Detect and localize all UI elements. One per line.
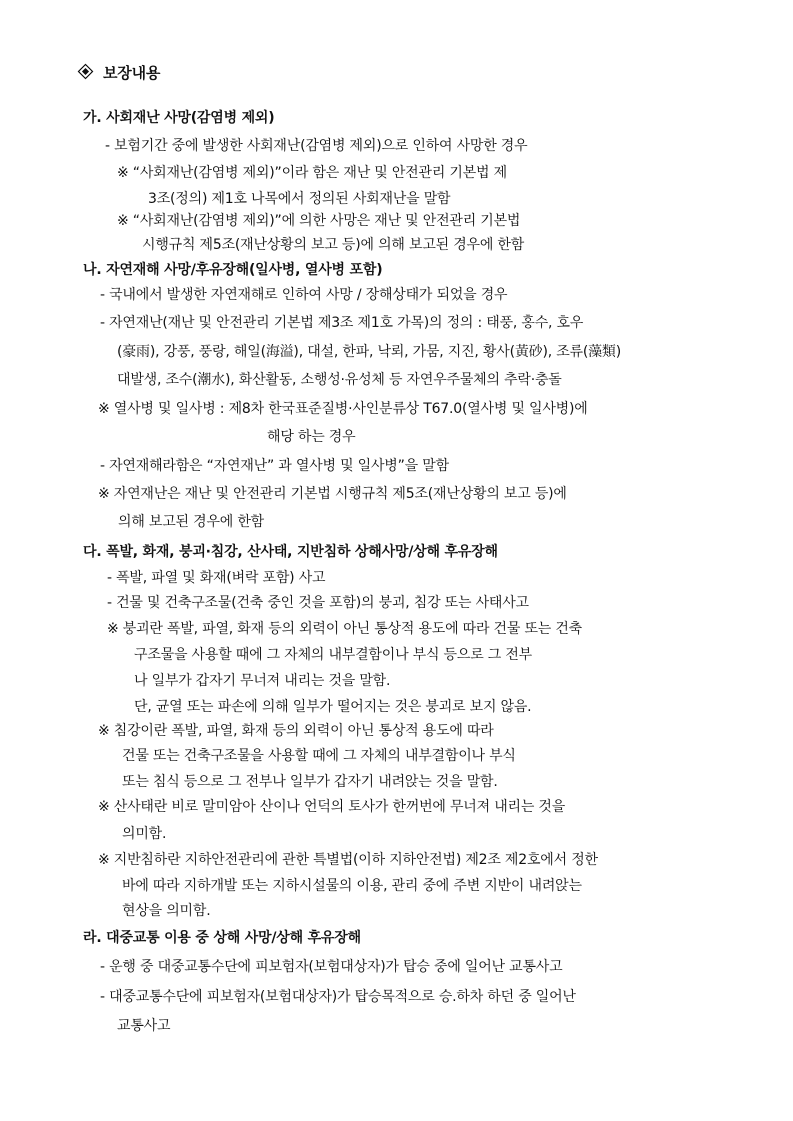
section-title-ga: 가. 사회재난 사망(감염병 제외) — [83, 110, 275, 126]
text-line: 교통사고 — [117, 1018, 171, 1034]
text-line: 바에 따라 지하개발 또는 지하시설물의 이용, 관리 중에 주변 지반이 내려앉는 — [122, 878, 582, 894]
text-line: 3조(정의) 제1호 나목에서 정의된 사회재난을 말함 — [148, 191, 451, 207]
heading-text: 보장내용 — [103, 64, 161, 82]
text-line: - 보험기간 중에 발생한 사회재난(감염병 제외)으로 인하여 사망한 경우 — [105, 138, 528, 154]
text-line: ※ 붕괴란 폭발, 파열, 화재 등의 외력이 아닌 통상적 용도에 따라 건물 또는 건축 — [107, 621, 583, 637]
text-line: ※ “사회재난(감염병 제외)”이라 함은 재난 및 안전관리 기본법 제 — [117, 165, 507, 181]
text-line: 나 일부가 갑자기 무너져 내리는 것을 말함. — [134, 673, 391, 689]
text-line: ※ 침강이란 폭발, 파열, 화재 등의 외력이 아닌 통상적 용도에 따라 — [98, 723, 494, 739]
text-line: 또는 침식 등으로 그 전부나 일부가 갑자기 내려앉는 것을 말함. — [122, 774, 498, 790]
text-line: ※ 자연재난은 재난 및 안전관리 기본법 시행규칙 제5조(재난상황의 보고 등)에 — [98, 486, 567, 502]
text-line: 시행규칙 제5조(재난상황의 보고 등)에 의해 보고된 경우에 한함 — [142, 237, 525, 253]
text-line: - 국내에서 발생한 자연재해로 인하여 사망 / 장해상태가 되었을 경우 — [100, 287, 508, 303]
diamond-bullet-icon — [78, 64, 94, 80]
text-line: 단, 균열 또는 파손에 의해 일부가 떨어지는 것은 붕괴로 보지 않음. — [134, 699, 532, 715]
section-title-ra: 라. 대중교통 이용 중 상해 사망/상해 후유장해 — [83, 930, 361, 946]
text-line: 건물 또는 건축구조물을 사용할 때에 그 자체의 내부결함이나 부식 — [122, 748, 516, 764]
section-title-da: 다. 폭발, 화재, 붕괴·침강, 산사태, 지반침하 상해사망/상해 후유장해 — [83, 544, 498, 560]
text-line: - 대중교통수단에 피보험자(보험대상자)가 탑승목적으로 승.하차 하던 중 일어난 — [100, 989, 576, 1005]
text-line: - 폭발, 파열 및 화재(벼락 포함) 사고 — [107, 570, 326, 586]
text-line: 의미함. — [122, 826, 167, 842]
text-line: - 운행 중 대중교통수단에 피보험자(보험대상자)가 탑승 중에 일어난 교통사고 — [100, 959, 563, 975]
section-title-na: 나. 자연재해 사망/후유장해(일사병, 열사병 포함) — [83, 262, 383, 278]
text-line: - 자연재해라함은 “자연재난” 과 열사병 및 일사병”을 말함 — [100, 458, 449, 474]
text-line: - 자연재난(재난 및 안전관리 기본법 제3조 제1호 가목)의 정의 : 태풍, 홍수, 호우 — [100, 315, 584, 331]
text-line: 현상을 의미함. — [122, 903, 211, 919]
text-line: - 건물 및 건축구조물(건축 중인 것을 포함)의 붕괴, 침강 또는 사태사고 — [107, 595, 529, 611]
text-line: (豪雨), 강풍, 풍랑, 해일(海溢), 대설, 한파, 낙뢰, 가뭄, 지진, 황사(黃砂), 조류(藻類) — [117, 344, 621, 360]
text-line: ※ 열사병 및 일사병 : 제8차 한국표준질병·사인분류상 T67.0(열사병 및 일사병)에 — [98, 401, 588, 417]
text-line: ※ 산사태란 비로 말미암아 산이나 언덕의 토사가 한꺼번에 무너져 내리는 것을 — [98, 799, 566, 815]
text-line: ※ 지반침하란 지하안전관리에 관한 특별법(이하 지하안전법) 제2조 제2호에서 정한 — [98, 852, 598, 868]
text-line: 의해 보고된 경우에 한함 — [118, 514, 264, 530]
text-line: 대발생, 조수(潮水), 화산활동, 소행성·유성체 등 자연우주물체의 추락·충돌 — [117, 372, 562, 388]
text-line: 해당 하는 경우 — [267, 429, 356, 445]
text-line: ※ “사회재난(감염병 제외)”에 의한 사망은 재난 및 안전관리 기본법 — [117, 213, 521, 229]
text-line: 구조물을 사용할 때에 그 자체의 내부결함이나 부식 등으로 그 전부 — [134, 647, 532, 663]
coverage-heading — [80, 64, 160, 82]
